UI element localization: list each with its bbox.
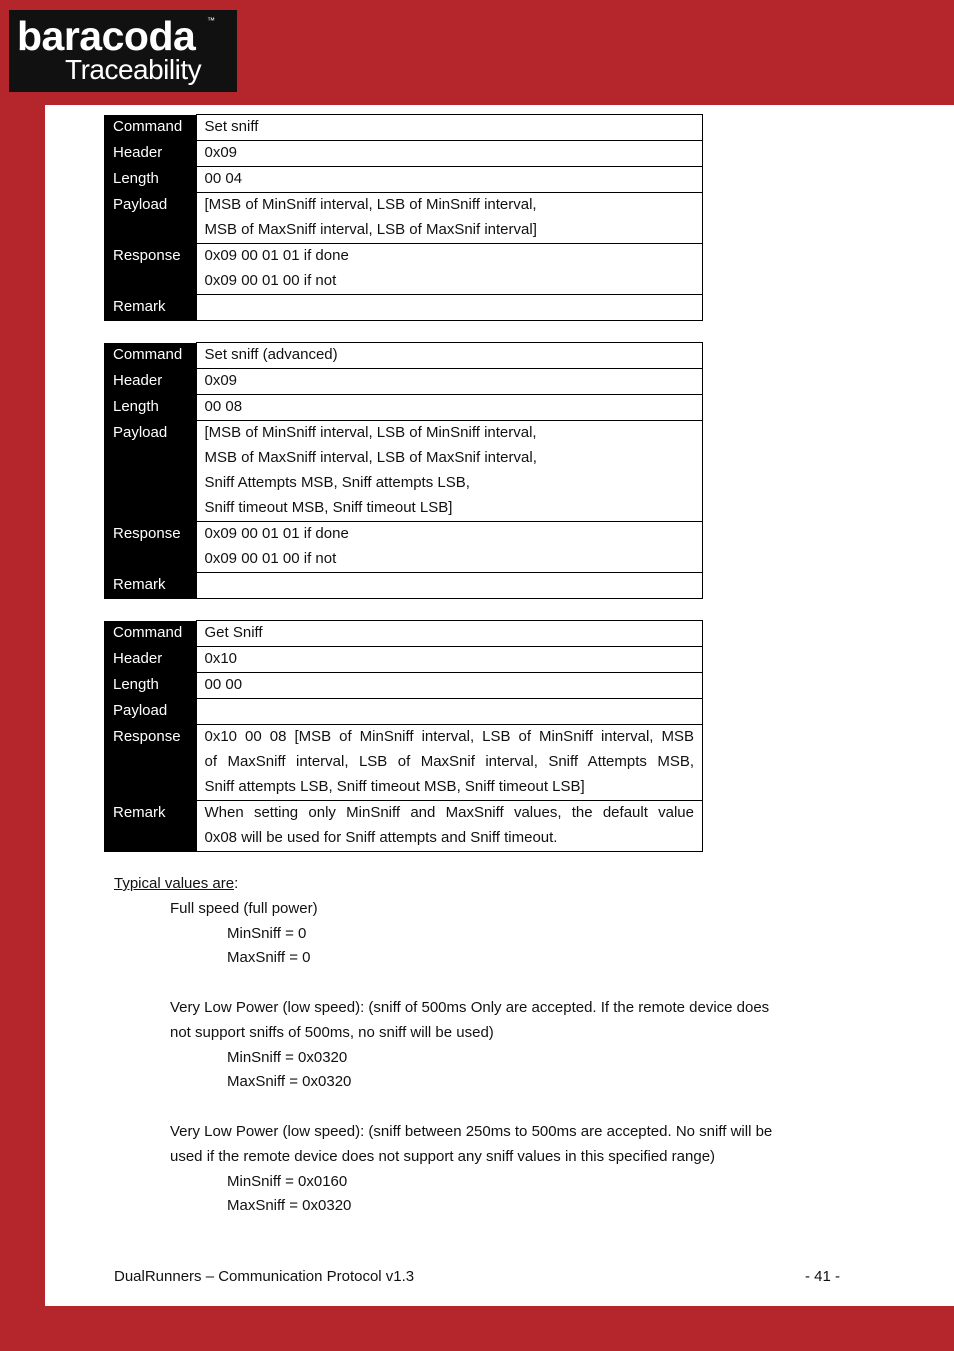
table-row xyxy=(104,244,703,295)
row-key: Remark xyxy=(113,803,166,821)
row-key-cell xyxy=(104,673,196,699)
row-value-cell xyxy=(196,573,703,599)
row-key: Command xyxy=(113,345,183,363)
table-row xyxy=(104,725,703,801)
row-key-cell xyxy=(104,725,196,801)
table-row xyxy=(104,573,703,599)
logo-trademark: ™ xyxy=(207,16,215,25)
table-row xyxy=(104,369,703,395)
typical-values-line xyxy=(114,971,844,996)
row-value-line: Set sniff xyxy=(204,118,259,135)
typical-values-line: MaxSniff = 0x0320 xyxy=(227,1197,352,1215)
row-value-line xyxy=(205,699,695,724)
row-value-line: 0x09 00 01 00 if not xyxy=(204,550,337,567)
table-row xyxy=(104,621,703,647)
footer-title: DualRunners – Communication Protocol v1.3 xyxy=(114,1268,415,1285)
typical-values-line: MinSniff = 0x0160 xyxy=(227,1172,348,1190)
typical-values-lines xyxy=(114,897,844,1219)
row-value-line: Sniff attempts LSB, Sniff timeout MSB, Sniff timeout LSB] xyxy=(204,778,585,795)
row-key-cell xyxy=(104,369,196,395)
logo-subtitle: Traceability xyxy=(65,54,202,85)
row-key: Header xyxy=(113,649,163,667)
row-value-line: 00 04 xyxy=(204,170,243,187)
row-value-line: 0x09 00 01 01 if done xyxy=(204,247,349,264)
table-row xyxy=(104,421,703,522)
table-row xyxy=(104,801,703,852)
row-key: Length xyxy=(113,675,159,693)
typical-values-heading-row xyxy=(114,872,844,897)
row-key-cell xyxy=(104,522,196,573)
row-key-cell xyxy=(104,193,196,244)
table-row xyxy=(104,395,703,421)
typical-values-line: Very Low Power (low speed): (sniff of 500ms Only are accepted. If the remote device does xyxy=(170,998,770,1016)
row-key-cell xyxy=(104,343,196,369)
table-row xyxy=(104,647,703,673)
table-row xyxy=(104,673,703,699)
typical-values-line: MinSniff = 0 xyxy=(227,924,307,942)
row-value-cell xyxy=(196,343,703,369)
table-row xyxy=(104,115,703,141)
typical-values-line: Very Low Power (low speed): (sniff between 250ms to 500ms are accepted. No sniff will be xyxy=(170,1122,773,1140)
row-value-cell xyxy=(196,369,703,395)
row-value-line: 0x09 xyxy=(204,144,238,161)
command-table-get-sniff xyxy=(104,620,703,852)
row-value-line: [MSB of MinSniff interval, LSB of MinSniff interval, xyxy=(204,424,537,441)
row-value-cell xyxy=(196,673,703,699)
table-row xyxy=(104,699,703,725)
row-value-line: Sniff timeout MSB, Sniff timeout LSB] xyxy=(204,499,453,516)
page-content xyxy=(45,105,954,1306)
row-value-cell xyxy=(196,647,703,673)
row-value-cell xyxy=(196,193,703,244)
row-key: Response xyxy=(113,524,181,542)
row-key: Header xyxy=(113,371,163,389)
row-key: Length xyxy=(113,397,159,415)
row-value-cell xyxy=(196,421,703,522)
row-key-cell xyxy=(104,573,196,599)
row-value-line xyxy=(205,295,695,320)
table-row xyxy=(104,141,703,167)
row-value-line: 0x09 xyxy=(204,372,238,389)
row-key-cell xyxy=(104,115,196,141)
table-row xyxy=(104,343,703,369)
row-value-line: Get Sniff xyxy=(204,624,263,641)
row-value-cell xyxy=(196,295,703,321)
row-key-cell xyxy=(104,647,196,673)
row-value-cell xyxy=(196,115,703,141)
typical-values-line: used if the remote device does not support any sniff values in this specified range) xyxy=(170,1147,716,1165)
row-value-line: 0x08 will be used for Sniff attempts and Sniff timeout. xyxy=(204,829,558,846)
row-value-cell xyxy=(196,522,703,573)
table-row xyxy=(104,522,703,573)
row-key: Command xyxy=(113,117,183,135)
row-key: Remark xyxy=(113,297,166,315)
row-value-line: of MaxSniff interval, LSB of MaxSnif interval, Sniff Attempts MSB, xyxy=(204,753,694,770)
row-value-line: Set sniff (advanced) xyxy=(204,346,338,363)
row-key: Payload xyxy=(113,701,168,719)
typical-values-line: MinSniff = 0x0320 xyxy=(227,1048,348,1066)
typical-values-line: Full speed (full power) xyxy=(170,899,318,917)
row-value-line: 00 08 xyxy=(204,398,243,415)
row-key-cell xyxy=(104,621,196,647)
row-value-line: Sniff Attempts MSB, Sniff attempts LSB, xyxy=(204,474,470,491)
row-key: Command xyxy=(113,623,183,641)
row-key: Response xyxy=(113,727,181,745)
typical-values-section xyxy=(114,872,844,1219)
row-value-line: MSB of MaxSniff interval, LSB of MaxSnif interval, xyxy=(204,449,537,466)
logo-brand: baracoda xyxy=(17,13,196,59)
page-footer xyxy=(114,1267,840,1287)
page-number: - 41 - xyxy=(804,1268,840,1285)
row-key: Response xyxy=(113,246,181,264)
row-value-line xyxy=(205,573,695,598)
table-row xyxy=(104,295,703,321)
command-table-set-sniff-advanced xyxy=(104,342,703,599)
row-key: Remark xyxy=(113,575,166,593)
row-key-cell xyxy=(104,167,196,193)
command-table-set-sniff xyxy=(104,114,703,321)
row-value-line: 0x10 00 08 [MSB of MinSniff interval, LSB of MinSniff interval, MSB xyxy=(204,728,694,745)
typical-values-line: MaxSniff = 0x0320 xyxy=(227,1073,352,1091)
typical-values-line: MaxSniff = 0 xyxy=(227,949,311,967)
typical-values-colon: : xyxy=(234,875,239,892)
row-value-cell xyxy=(196,699,703,725)
typical-values-heading: Typical values are xyxy=(114,875,235,892)
row-value-cell xyxy=(196,395,703,421)
typical-values-line xyxy=(114,1095,844,1120)
table-row xyxy=(104,167,703,193)
row-key-cell xyxy=(104,421,196,522)
row-value-cell xyxy=(196,244,703,295)
row-key: Header xyxy=(113,143,163,161)
row-value-line: MSB of MaxSniff interval, LSB of MaxSnif interval] xyxy=(204,221,537,238)
row-value-cell xyxy=(196,725,703,801)
baracoda-logo xyxy=(9,10,237,92)
row-value-line: 00 00 xyxy=(204,676,243,693)
row-value-cell xyxy=(196,621,703,647)
row-key-cell xyxy=(104,801,196,852)
typical-values-line: not support sniffs of 500ms, no sniff will be used) xyxy=(170,1023,494,1041)
row-value-line: 0x09 00 01 00 if not xyxy=(204,272,337,289)
row-key: Payload xyxy=(113,423,168,441)
row-value-line: [MSB of MinSniff interval, LSB of MinSniff interval, xyxy=(204,196,537,213)
row-value-cell xyxy=(196,141,703,167)
row-key-cell xyxy=(104,395,196,421)
row-value-cell xyxy=(196,167,703,193)
table-row xyxy=(104,193,703,244)
row-key: Payload xyxy=(113,195,168,213)
row-value-line: 0x10 xyxy=(204,650,238,667)
row-key-cell xyxy=(104,244,196,295)
row-key-cell xyxy=(104,295,196,321)
row-value-line: When setting only MinSniff and MaxSniff values, the default value xyxy=(204,804,694,821)
row-value-line: 0x09 00 01 01 if done xyxy=(204,525,349,542)
row-key: Length xyxy=(113,169,159,187)
row-value-cell xyxy=(196,801,703,852)
row-key-cell xyxy=(104,699,196,725)
row-key-cell xyxy=(104,141,196,167)
